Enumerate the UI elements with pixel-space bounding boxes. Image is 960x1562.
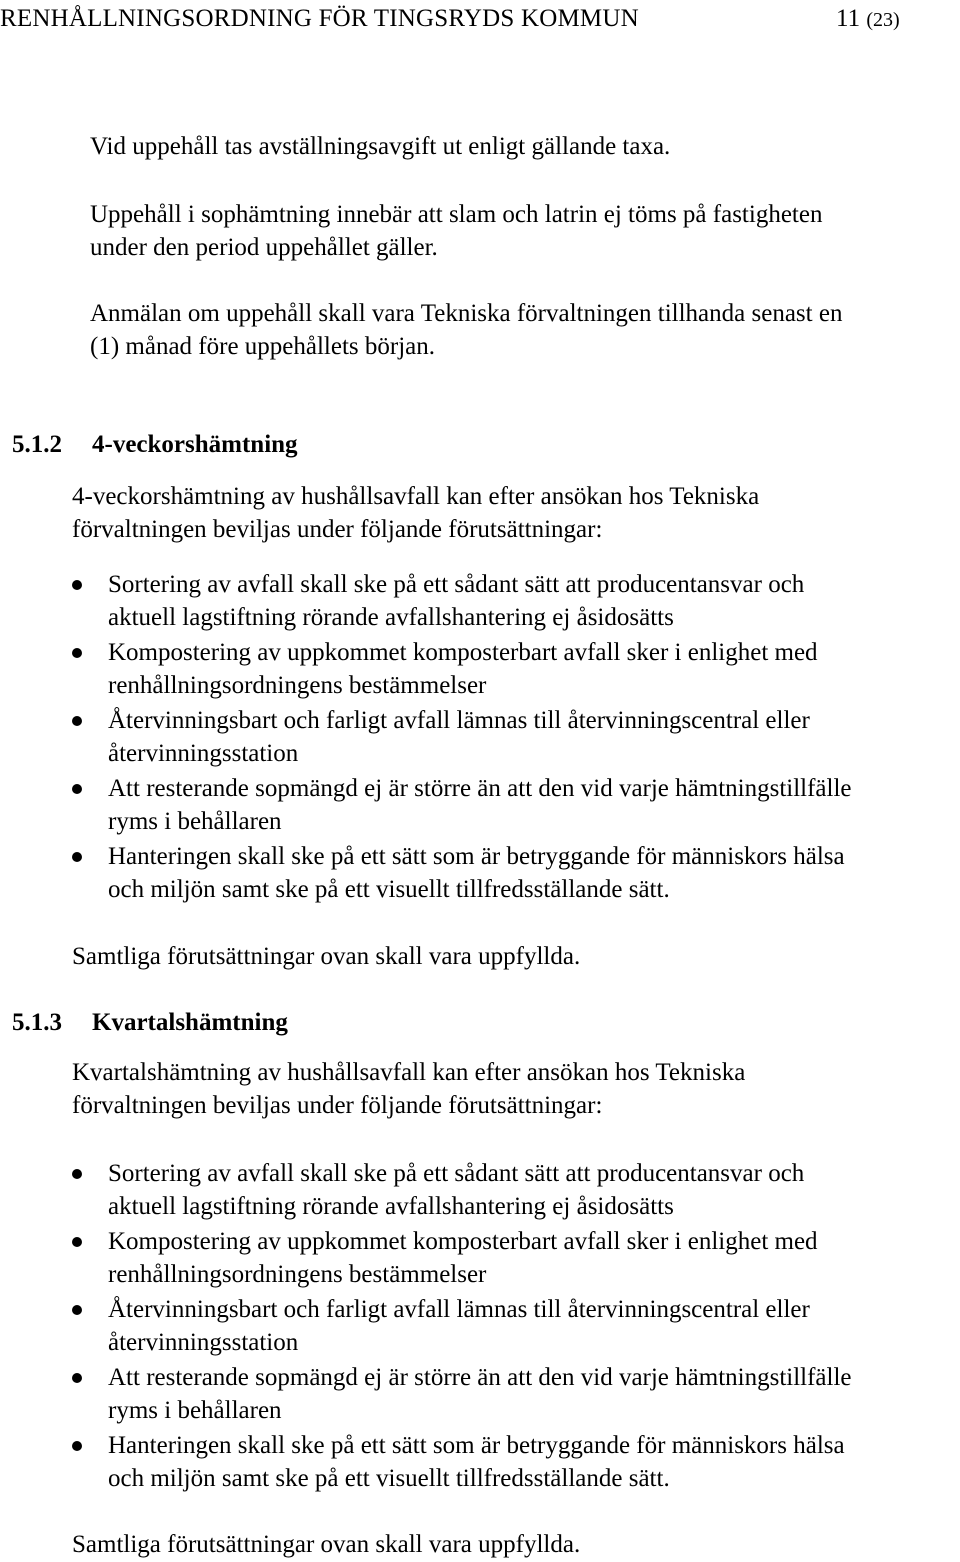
text-line: Sortering av avfall skall ske på ett sådant sätt att producentansvar och (108, 571, 805, 598)
bullet-icon (72, 648, 82, 658)
section-heading-5-1-3 (12, 1006, 288, 1039)
section-title: 4-veckorshämtning (92, 431, 298, 458)
section-intro (72, 480, 952, 546)
text-line: Kvartalshämtning av hushållsavfall kan efter ansökan hos Tekniska (72, 1059, 746, 1086)
bullet-icon (72, 784, 82, 794)
bullet-icon (72, 852, 82, 862)
section-title: Kvartalshämtning (92, 1009, 288, 1036)
text-line: ryms i behållaren (108, 808, 282, 835)
bullet-icon (72, 580, 82, 590)
list-item (72, 568, 960, 634)
bullet-icon (72, 1169, 82, 1179)
paragraph-suspension-scope (90, 198, 950, 264)
list-item (72, 772, 960, 838)
text-line: Hanteringen skall ske på ett sätt som är betryggande för människors hälsa (108, 1432, 845, 1459)
page-number: 11 (836, 5, 861, 32)
text-line: återvinningsstation (108, 1329, 299, 1356)
section-closing: Samtliga förutsättningar ovan skall vara uppfyllda. (72, 1531, 581, 1558)
bullet-icon (72, 1305, 82, 1315)
bullet-icon (72, 1373, 82, 1383)
text-line: förvaltningen beviljas under följande förutsättningar: (72, 516, 603, 543)
text-line: förvaltningen beviljas under följande förutsättningar: (72, 1092, 603, 1119)
text-line: under den period uppehållet gäller. (90, 234, 438, 261)
text-line: och miljön samt ske på ett visuellt tillfredsställande sätt. (108, 1465, 670, 1492)
text-line: Kompostering av uppkommet komposterbart avfall sker i enlighet med (108, 639, 818, 666)
text-line: (1) månad före uppehållets början. (90, 333, 436, 360)
section-closing: Samtliga förutsättningar ovan skall vara uppfyllda. (72, 943, 581, 970)
bullet-icon (72, 1441, 82, 1451)
section-number: 5.1.3 (12, 1009, 62, 1036)
text-line: ryms i behållaren (108, 1397, 282, 1424)
text-line: Anmälan om uppehåll skall vara Tekniska förvaltningen tillhanda senast en (90, 300, 843, 327)
text-line: återvinningsstation (108, 740, 299, 767)
list-item (72, 1361, 960, 1427)
list-item (72, 704, 960, 770)
text-line: aktuell lagstiftning rörande avfallshantering ej åsidosätts (108, 1193, 674, 1220)
text-line: 4-veckorshämtning av hushållsavfall kan efter ansökan hos Tekniska (72, 483, 760, 510)
section-number: 5.1.2 (12, 431, 62, 458)
list-item (72, 1225, 960, 1291)
section-intro (72, 1056, 952, 1122)
list-item (72, 1157, 960, 1223)
text-line: Uppehåll i sophämtning innebär att slam och latrin ej töms på fastigheten (90, 201, 823, 228)
page-total: (23) (866, 9, 900, 31)
section-heading-5-1-2 (12, 428, 298, 461)
list-item (72, 636, 960, 702)
list-item (72, 840, 960, 906)
text-line: Att resterande sopmängd ej är större än att den vid varje hämtningstillfälle (108, 775, 852, 802)
paragraph-suspension-notice (90, 297, 950, 363)
conditions-list (72, 1157, 960, 1497)
conditions-list (72, 568, 960, 908)
text-line: renhållningsordningens bestämmelser (108, 1261, 487, 1288)
text-line: Sortering av avfall skall ske på ett sådant sätt att producentansvar och (108, 1160, 805, 1187)
text-line: aktuell lagstiftning rörande avfallshantering ej åsidosätts (108, 604, 674, 631)
document-header-title: RENHÅLLNINGSORDNING FÖR TINGSRYDS KOMMUN (0, 5, 639, 32)
text-line: Hanteringen skall ske på ett sätt som är betryggande för människors hälsa (108, 843, 845, 870)
bullet-icon (72, 716, 82, 726)
text-line: Att resterande sopmängd ej är större än att den vid varje hämtningstillfälle (108, 1364, 852, 1391)
text-line: renhållningsordningens bestämmelser (108, 672, 487, 699)
page-indicator (836, 2, 900, 37)
bullet-icon (72, 1237, 82, 1247)
list-item (72, 1429, 960, 1495)
text-line: och miljön samt ske på ett visuellt tillfredsställande sätt. (108, 876, 670, 903)
paragraph-suspension-fee: Vid uppehåll tas avställningsavgift ut enligt gällande taxa. (90, 133, 671, 160)
text-line: Återvinningsbart och farligt avfall lämnas till återvinningscentral eller (108, 707, 810, 734)
text-line: Kompostering av uppkommet komposterbart avfall sker i enlighet med (108, 1228, 818, 1255)
list-item (72, 1293, 960, 1359)
text-line: Återvinningsbart och farligt avfall lämnas till återvinningscentral eller (108, 1296, 810, 1323)
